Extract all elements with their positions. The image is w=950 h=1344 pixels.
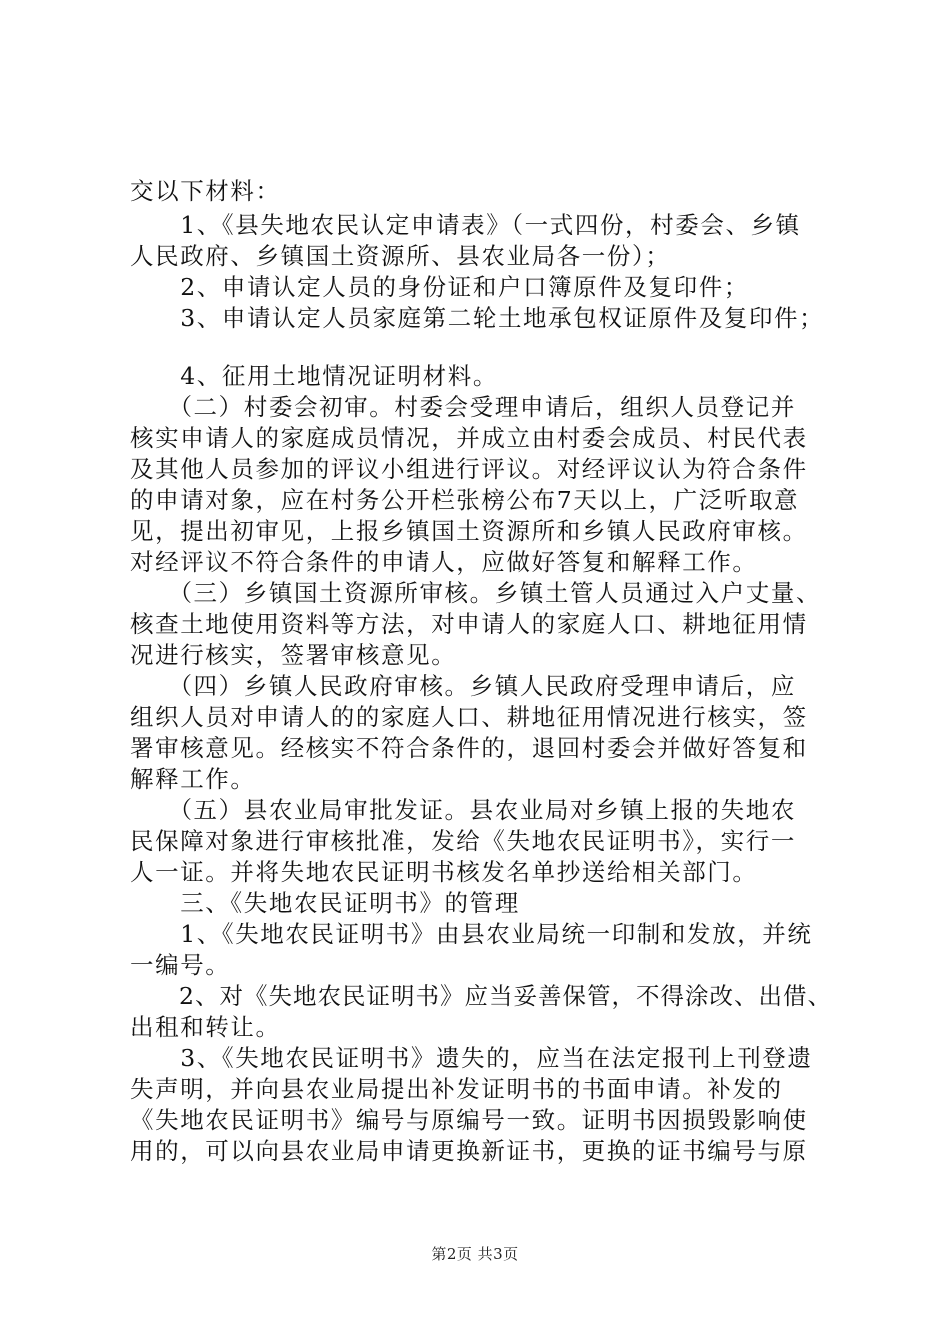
paragraph-line: 署审核意见。经核实不符合条件的，退回村委会并做好答复和 bbox=[130, 734, 808, 762]
paragraph-line: （二）村委会初审。村委会受理申请后，组织人员登记并 bbox=[130, 393, 796, 421]
paragraph-line: 用的，可以向县农业局申请更换新证书，更换的证书编号与原 bbox=[130, 1137, 808, 1165]
paragraph-line: 民保障对象进行审核批准，发给《失地农民证明书》，实行一 bbox=[130, 827, 796, 855]
paragraph-line: 及其他人员参加的评议小组进行评议。对经评议认为符合条件 bbox=[130, 455, 808, 483]
paragraph-line: 核查土地使用资料等方法，对申请人的家庭人口、耕地征用情 bbox=[130, 610, 808, 638]
page-number-footer: 第2页 共3页 bbox=[431, 1245, 519, 1263]
paragraph-line: 核实申请人的家庭成员情况，并成立由村委会成员、村民代表 bbox=[130, 424, 808, 452]
section-heading: 三、《失地农民证明书》的管理 bbox=[130, 889, 520, 917]
paragraph-line: 的申请对象，应在村务公开栏张榜公布7天以上，广泛听取意 bbox=[130, 486, 800, 514]
paragraph-line: 1、《县失地农民认定申请表》（一式四份，村委会、乡镇 bbox=[130, 211, 801, 239]
paragraph-line: （四）乡镇人民政府审核。乡镇人民政府受理申请后，应 bbox=[130, 672, 796, 700]
paragraph-line: 2、对《失地农民证明书》应当妥善保管，不得涂改、出借、 bbox=[130, 982, 832, 1010]
paragraph-line: 出租和转让。 bbox=[130, 1013, 281, 1041]
paragraph-line: 解释工作。 bbox=[130, 765, 256, 793]
paragraph-line: 一编号。 bbox=[130, 951, 231, 979]
paragraph-line: 见，提出初审见，上报乡镇国土资源所和乡镇人民政府审核。 bbox=[130, 517, 808, 545]
paragraph-line: 况进行核实，签署审核意见。 bbox=[130, 641, 457, 669]
paragraph-line: 2、申请认定人员的身份证和户口簿原件及复印件； bbox=[130, 273, 749, 301]
paragraph-line: 失声明，并向县农业局提出补发证明书的书面申请。补发的 bbox=[130, 1075, 783, 1103]
paragraph-line: （五）县农业局审批发证。县农业局对乡镇上报的失地农 bbox=[130, 796, 796, 824]
paragraph-line: 对经评议不符合条件的申请人，应做好答复和解释工作。 bbox=[130, 548, 758, 576]
paragraph-line: 人民政府、乡镇国土资源所、县农业局各一份）； bbox=[130, 242, 671, 270]
paragraph-line: 组织人员对申请人的的家庭人口、耕地征用情况进行核实，签 bbox=[130, 703, 808, 731]
paragraph-line: 人一证。并将失地农民证明书核发名单抄送给相关部门。 bbox=[130, 858, 758, 886]
paragraph-line: （三）乡镇国土资源所审核。乡镇土管人员通过入户丈量、 bbox=[130, 579, 822, 607]
paragraph-line: 3、申请认定人员家庭第二轮土地承包权证原件及复印件； bbox=[130, 304, 825, 332]
paragraph-line: 4、征用土地情况证明材料。 bbox=[130, 362, 498, 390]
paragraph-line: 交以下材料： bbox=[130, 177, 281, 205]
paragraph-line: 3、《失地农民证明书》遗失的，应当在法定报刊上刊登遗 bbox=[130, 1044, 813, 1072]
paragraph-line: 1、《失地农民证明书》由县农业局统一印制和发放，并统 bbox=[130, 920, 813, 948]
paragraph-line: 《失地农民证明书》编号与原编号一致。证明书因损毁影响使 bbox=[130, 1106, 808, 1134]
